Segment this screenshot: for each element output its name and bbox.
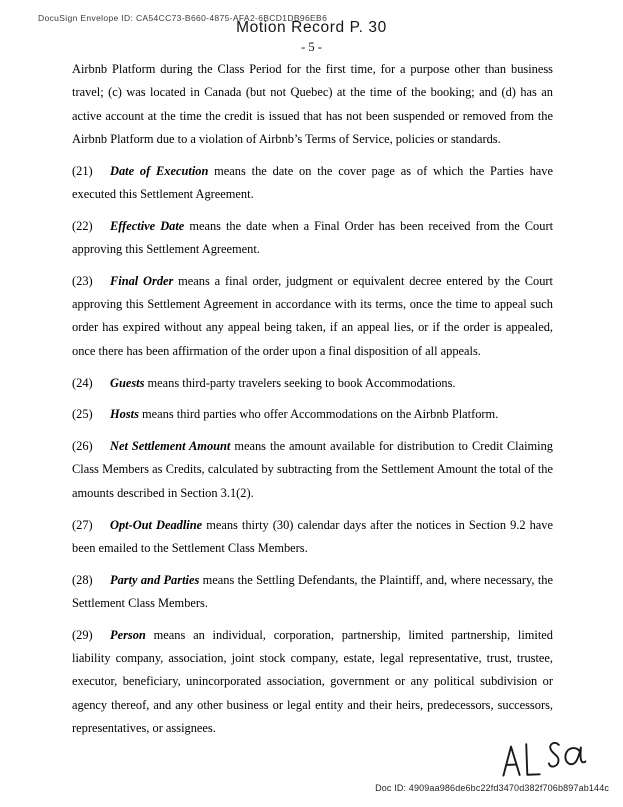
definition-number: (28) — [72, 572, 93, 587]
definition-paragraph-29 — [72, 624, 553, 740]
doc-id-footer: Doc ID: 4909aa986de6bc22fd3470d382f706b897ab144c — [375, 783, 609, 793]
definition-paragraph-25 — [72, 403, 553, 426]
definition-text: means an individual, corporation, partnership, limited partnership, limited liability company, association, joint stock company, estate, legal representative, trust, trustee, executor, beneficiary, unincorporated association, government or any political subdivision or agency thereof, and any other business or legal entity and their heirs, predecessors, successors, representatives, or assignees. — [72, 627, 553, 735]
definition-text: means the Settling Defendants, the Plaintiff, and, where necessary, the Settlement Class Members. — [72, 572, 553, 610]
handwritten-initials-drawing — [497, 731, 587, 782]
definition-text: means the date on the cover page as of which the Parties have executed this Settlement Agreement. — [72, 163, 553, 201]
definition-term: Person — [110, 627, 146, 642]
definition-number: (23) — [72, 273, 93, 288]
definition-text: means the date when a Final Order has been received from the Court approving this Settlement Agreement. — [72, 218, 554, 257]
docusign-envelope-id: DocuSign Envelope ID: CA54CC73-B660-4875-AFA2-6BCD1DB96EB6 — [38, 13, 328, 23]
definition-number: (26) — [72, 439, 93, 454]
handwritten-initials — [498, 733, 586, 781]
motion-record-stamp: Motion Record P. 30 — [236, 19, 387, 36]
definition-number: (25) — [72, 407, 93, 422]
definition-text: means third parties who offer Accommodations on the Airbnb Platform. — [138, 407, 499, 422]
definition-term: Net Settlement Amount — [110, 439, 231, 454]
definition-term: Guests — [110, 375, 145, 390]
page-number: - 5 - — [301, 40, 322, 54]
definition-term: Party and Parties — [110, 572, 200, 587]
definition-text: means a final order, judgment or equivalent decree entered by the Court approving this Settlement Agreement in accordance with its terms, once the time to appeal such order has expired without any appeal being taken, if an appeal lies, or if the order is appealed, once there has been affirmation of the order upon a final disposition of all appeals. — [72, 273, 553, 358]
definition-term: Hosts — [110, 407, 139, 422]
intro-paragraph: Airbnb Platform during the Class Period for the first time, for a purpose other than business travel; (c) was located in Canada (but not Quebec) at the time of the booking; and (d) has an active account at the time the credit is issued that has not been suspended or removed from the Airbnb Platform due to a violation of Airbnb’s Terms of Service, policies or standards. — [72, 62, 553, 146]
definition-number: (24) — [72, 375, 93, 390]
definition-paragraph-22 — [72, 215, 553, 262]
definition-number: (21) — [72, 163, 93, 178]
definition-paragraph-24 — [72, 372, 553, 395]
definition-term: Final Order — [110, 273, 174, 288]
definition-paragraph-26 — [72, 435, 553, 505]
definition-paragraph-27 — [72, 514, 553, 561]
definition-number: (27) — [72, 517, 93, 532]
definition-text: means the amount available for distribution to Credit Claiming Class Members as Credits, calculated by subtracting from the Settlement Amount the total of the amounts described in Section 3.1(2). — [72, 439, 554, 500]
definition-number: (29) — [72, 627, 93, 642]
definition-paragraph-28 — [72, 569, 553, 616]
definition-number: (22) — [72, 218, 93, 233]
definition-text: means third-party travelers seeking to book Accommodations. — [144, 375, 456, 390]
document-body — [72, 58, 553, 749]
definition-paragraph-21 — [72, 160, 553, 207]
definition-text: means thirty (30) calendar days after the notices in Section 9.2 have been emailed to the Settlement Class Members. — [72, 517, 553, 555]
definition-term: Date of Execution — [110, 163, 209, 178]
definition-term: Opt-Out Deadline — [110, 517, 203, 532]
definition-paragraph-23 — [72, 270, 553, 363]
definition-term: Effective Date — [110, 218, 185, 233]
